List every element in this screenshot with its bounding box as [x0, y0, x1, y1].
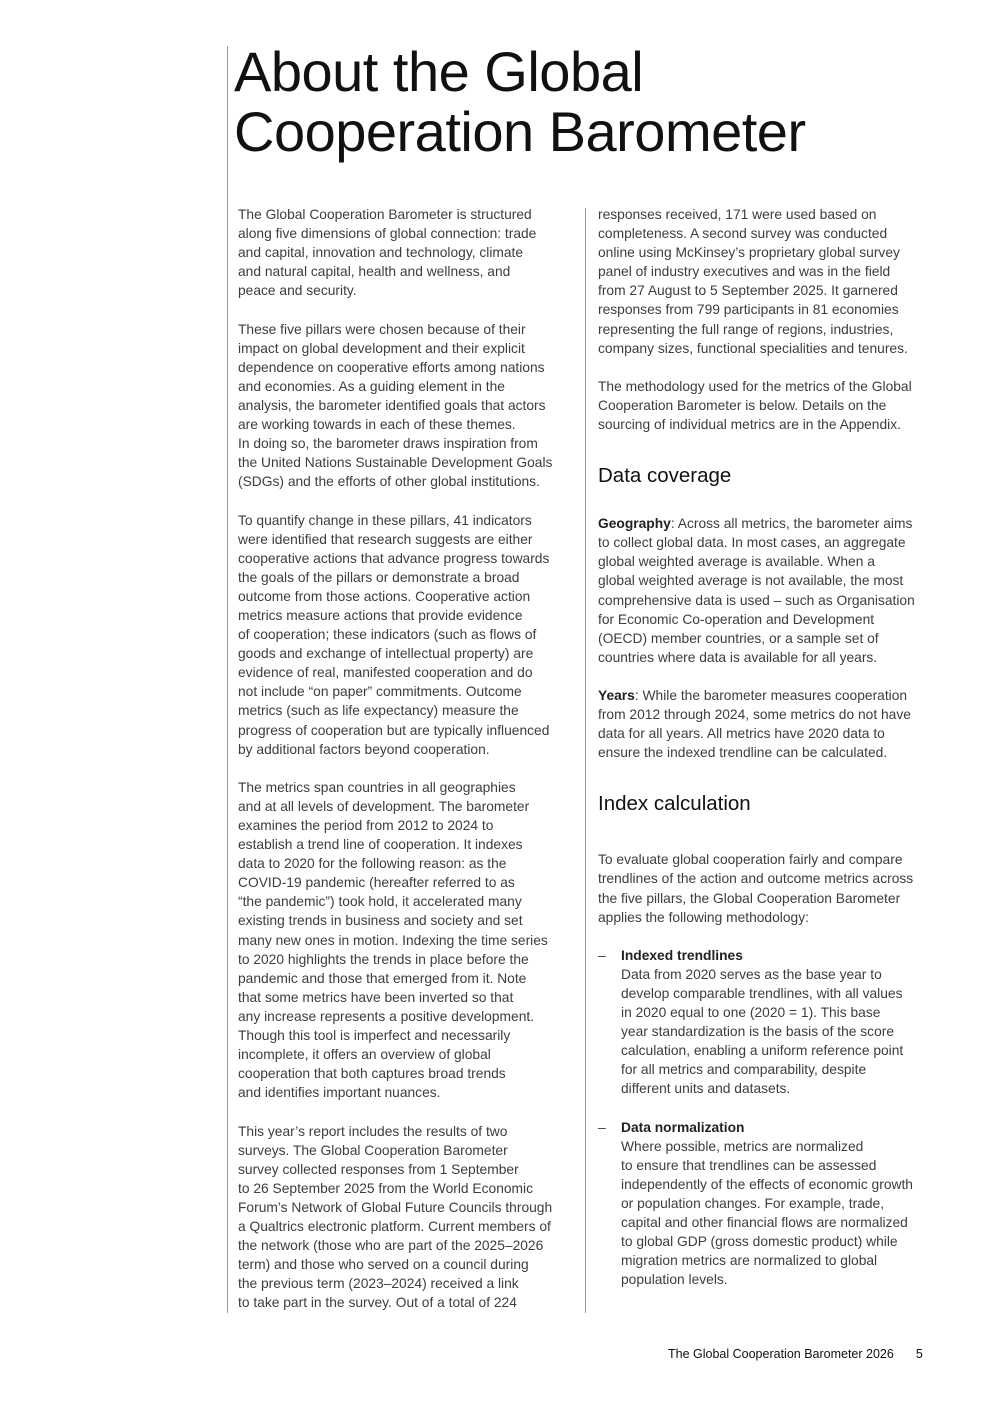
bullet-dash: – — [598, 1119, 606, 1135]
text-line: ensure the indexed trendline can be calculated. — [598, 745, 888, 761]
text-line: and economies. As a guiding element in the — [238, 378, 505, 394]
body-paragraph — [238, 511, 572, 759]
text-line: and at all levels of development. The barometer — [238, 798, 530, 814]
text-line: for Economic Co-operation and Development — [598, 611, 875, 627]
text-line — [598, 686, 938, 705]
text-line: to 26 September 2025 from the World Economic — [238, 1180, 533, 1196]
text-line: (SDGs) and the efforts of other global institutions. — [238, 474, 540, 490]
text-line: year standardization is the basis of the score — [621, 1024, 895, 1040]
text-line: a Qualtrics electronic platform. Current members of — [238, 1218, 551, 1234]
text-line: to global GDP (gross domestic product) while — [621, 1234, 898, 1250]
text-line — [598, 514, 938, 533]
text-line: Forum’s Network of Global Future Councils through — [238, 1199, 553, 1215]
index-intro-paragraph — [598, 850, 938, 926]
footer-publication-title: The Global Cooperation Barometer 2026 — [668, 1347, 894, 1361]
text-line: data for all years. All metrics have 2020 data to — [598, 726, 885, 742]
text-line: by additional factors beyond cooperation. — [238, 741, 490, 757]
text-line: This year’s report includes the results of two — [238, 1123, 508, 1139]
text-line: examines the period from 2012 to 2024 to — [238, 818, 494, 833]
text-line: Data from 2020 serves as the base year to — [621, 966, 882, 982]
text-line: the goals of the pillars or demonstrate a broad — [238, 569, 520, 585]
text-line: sourcing of individual metrics are in the Appendix. — [598, 417, 901, 433]
text-line: To evaluate global cooperation fairly and compare — [598, 852, 903, 868]
text-line: applies the following methodology: — [598, 909, 809, 925]
text-line: of cooperation; these indicators (such as flows of — [238, 627, 537, 643]
text-line: trendlines of the action and outcome metrics across — [598, 871, 914, 887]
methodology-bullet — [598, 946, 938, 1099]
right-intro-paragraphs — [598, 205, 938, 434]
years-paragraph — [598, 686, 938, 762]
text-line: migration metrics are normalized to global — [621, 1253, 878, 1269]
text-line: peace and security. — [238, 283, 357, 299]
text-line: data to 2020 for the following reason: as the — [238, 856, 507, 872]
page-title — [234, 42, 806, 162]
text-line: existing trends in business and society and set — [238, 913, 523, 929]
text-line: countries where data is available for all years. — [598, 649, 878, 665]
text-line: cooperation that both captures broad trends — [238, 1066, 506, 1082]
text-line: global weighted average is available. When a — [598, 554, 875, 570]
body-paragraph — [238, 778, 572, 1103]
body-paragraph — [598, 377, 938, 434]
text-line: evidence of real, manifested cooperation and do — [238, 665, 533, 681]
text-line: impact on global development and their explicit — [238, 340, 525, 356]
bullet-dash: – — [598, 947, 606, 963]
bullet-title: Indexed trendlines — [621, 947, 743, 963]
text-line: The metrics span countries in all geographies — [238, 779, 516, 795]
text-line: and natural capital, health and wellness, and — [238, 264, 511, 280]
body-paragraph — [238, 320, 572, 492]
column-divider-rule — [585, 208, 586, 1313]
text-line: In doing so, the barometer draws inspiration from — [238, 436, 538, 452]
text-line: responses from 799 participants in 81 economies — [598, 302, 899, 318]
text-line: to 2020 highlights the trends in place before the — [238, 951, 529, 967]
text-line: capital and other financial flows are normalized — [621, 1215, 908, 1231]
text-line: To quantify change in these pillars, 41 indicators — [238, 512, 532, 528]
text-line: along five dimensions of global connection: trade — [238, 226, 537, 242]
text-line: and capital, innovation and technology, climate — [238, 245, 524, 261]
text-line: develop comparable trendlines, with all values — [621, 986, 903, 1001]
text-line: comprehensive data is used – such as Organisation — [598, 592, 915, 608]
text-line: not include “on paper” commitments. Outcome — [238, 684, 522, 700]
geography-paragraph — [598, 514, 938, 667]
text-line: the United Nations Sustainable Development Goals — [238, 455, 553, 471]
paragraph-label: Geography — [598, 516, 671, 532]
text-line: The methodology used for the metrics of the Global — [598, 378, 912, 394]
methodology-bullet — [598, 1118, 938, 1290]
text-line: to take part in the survey. Out of a total of 224 — [238, 1295, 517, 1311]
text-line: and identifies important nuances. — [238, 1085, 441, 1101]
text-line: progress of cooperation but are typically influenced — [238, 722, 550, 738]
text-line: independently of the effects of economic growth — [621, 1176, 913, 1192]
text-line: global weighted average is not available, the most — [598, 573, 904, 589]
text-line: population levels. — [621, 1272, 728, 1288]
text-line: company sizes, functional specialities and tenures. — [598, 340, 908, 356]
text-line: COVID-19 pandemic (hereafter referred to as — [238, 875, 515, 891]
text-line: representing the full range of regions, industries, — [598, 321, 894, 337]
text-line: Where possible, metrics are normalized — [621, 1138, 864, 1154]
text-line: incomplete, it offers an overview of global — [238, 1047, 491, 1063]
body-paragraph — [238, 1122, 572, 1313]
text-line: panel of industry executives and was in the field — [598, 264, 891, 280]
text-line: The Global Cooperation Barometer is structured — [238, 207, 532, 222]
text-line: dependence on cooperative efforts among nations — [238, 359, 545, 375]
text-line: were identified that research suggests are either — [238, 531, 533, 547]
label-continuation: : Across all metrics, the barometer aims — [670, 516, 913, 532]
page-title-line: About the Global — [234, 40, 644, 103]
text-line: the previous term (2023–2024) received a link — [238, 1276, 519, 1292]
text-line: are working towards in each of these themes. — [238, 417, 516, 433]
body-paragraph — [238, 205, 572, 300]
text-line: many new ones in motion. Indexing the time series — [238, 932, 548, 948]
text-line: different units and datasets. — [621, 1081, 791, 1097]
text-line: responses received, 171 were used based on — [598, 207, 877, 222]
text-line: from 2012 through 2024, some metrics do not have — [598, 707, 911, 723]
text-line: analysis, the barometer identified goals that actors — [238, 397, 546, 413]
index-calculation-heading: Index calculation — [598, 792, 751, 816]
text-line: surveys. The Global Cooperation Barometer — [238, 1142, 508, 1158]
left-column — [238, 205, 572, 1312]
text-line: cooperative actions that advance progress towards — [238, 550, 550, 566]
text-line: (OECD) member countries, or a sample set of — [598, 630, 879, 646]
body-paragraph — [598, 205, 938, 358]
methodology-bullets — [598, 946, 938, 1290]
text-line: metrics measure actions that provide evidence — [238, 607, 523, 623]
text-line: online using McKinsey’s proprietary global survey — [598, 245, 900, 261]
label-continuation: : While the barometer measures cooperation — [634, 687, 908, 703]
page-number: 5 — [915, 1347, 923, 1361]
text-line: “the pandemic”) took hold, it accelerated many — [238, 894, 522, 910]
text-line: calculation, enabling a uniform reference point — [621, 1043, 904, 1059]
text-line: or population changes. For example, trade, — [621, 1196, 885, 1212]
text-line: establish a trend line of cooperation. It indexes — [238, 837, 523, 853]
text-line: from 27 August to 5 September 2025. It garnered — [598, 283, 898, 299]
text-line: goods and exchange of intellectual property) are — [238, 646, 534, 662]
text-line: for all metrics and comparability, despite — [621, 1062, 867, 1078]
right-column — [598, 205, 938, 1290]
page-title-line: Cooperation Barometer — [234, 100, 806, 163]
text-line: in 2020 equal to one (2020 = 1). This base — [621, 1005, 881, 1021]
text-line: to ensure that trendlines can be assessed — [621, 1157, 877, 1173]
text-line: metrics (such as life expectancy) measure the — [238, 703, 519, 719]
text-line: that some metrics have been inverted so that — [238, 989, 514, 1005]
text-line: the network (those who are part of the 2025–2026 — [238, 1238, 544, 1254]
text-line: any increase represents a positive development. — [238, 1008, 535, 1024]
text-line: to collect global data. In most cases, an aggregate — [598, 535, 906, 551]
text-line: survey collected responses from 1 September — [238, 1161, 519, 1177]
text-line: Cooperation Barometer is below. Details on the — [598, 397, 887, 413]
bullet-title: Data normalization — [621, 1119, 745, 1135]
text-line: pandemic and those that emerged from it. Note — [238, 970, 527, 986]
page-footer — [668, 1347, 923, 1361]
title-vertical-rule — [227, 46, 228, 1313]
text-line: Though this tool is imperfect and necessarily — [238, 1028, 511, 1044]
text-line: completeness. A second survey was conducted — [598, 226, 888, 242]
text-line: outcome from those actions. Cooperative action — [238, 588, 531, 604]
paragraph-label: Years — [598, 687, 635, 703]
text-line: These five pillars were chosen because of their — [238, 321, 526, 337]
data-coverage-heading: Data coverage — [598, 464, 732, 488]
text-line: term) and those who served on a council during — [238, 1257, 529, 1273]
text-line: the five pillars, the Global Cooperation Barometer — [598, 890, 901, 906]
